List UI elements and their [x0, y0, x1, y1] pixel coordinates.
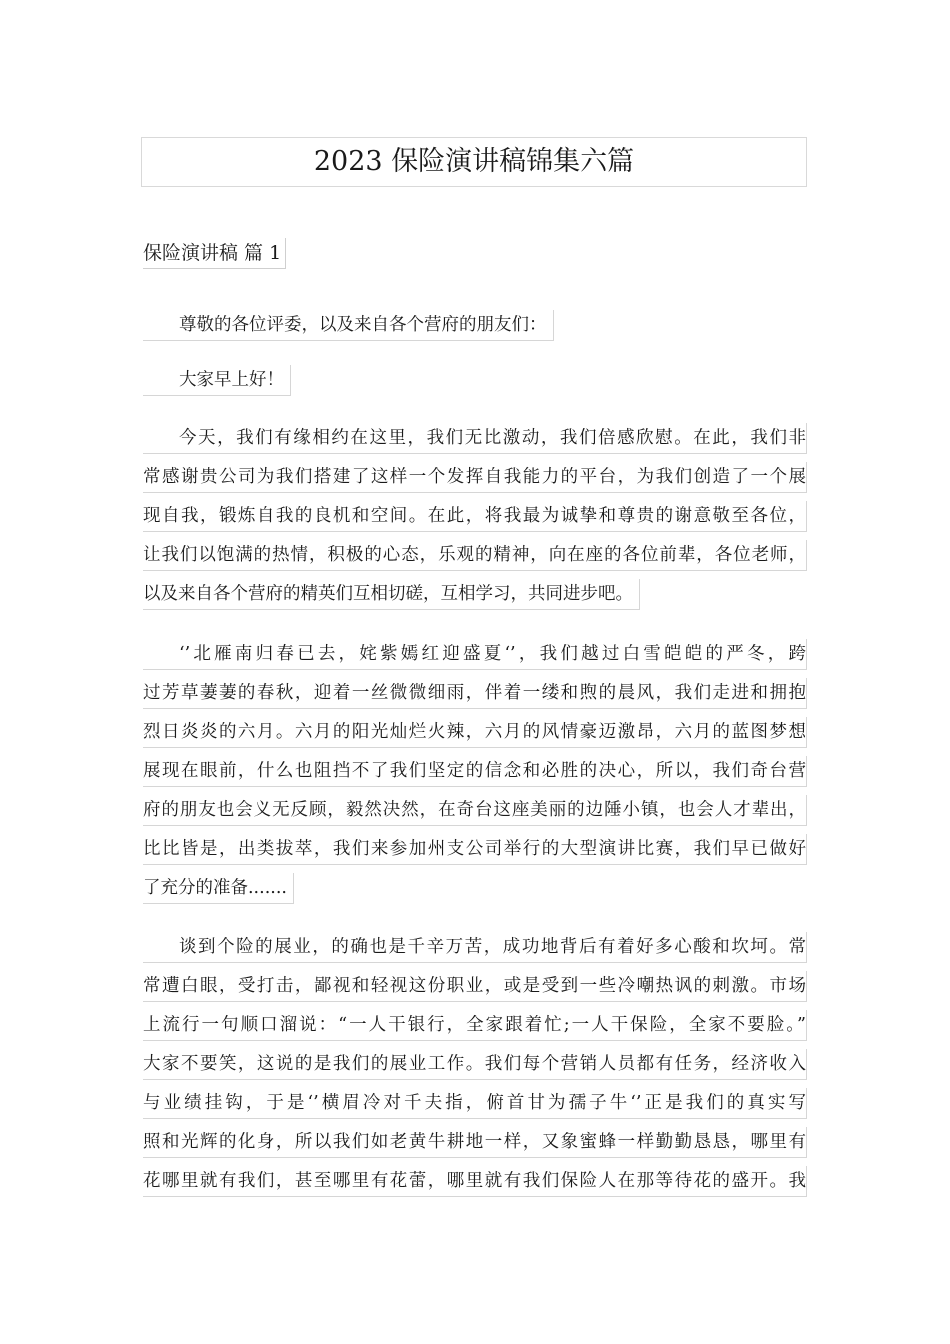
paragraph-line: 常遭白眼，受打击，鄙视和轻视这份职业，或是受到一些冷嘲热讽的刺激。市场: [143, 971, 807, 1002]
paragraph-line: 谈到个险的展业，的确也是千辛万苦，成功地背后有着好多心酸和坎坷。常: [143, 932, 807, 963]
paragraph-line: 让我们以饱满的热情，积极的心态，乐观的精神，向在座的各位前辈，各位老师，: [143, 540, 807, 571]
paragraph-line: 展现在眼前，什么也阻挡不了我们坚定的信念和必胜的决心，所以，我们奇台营: [143, 756, 807, 787]
paragraph-line: 过芳草萋萋的春秋，迎着一丝微微细雨，伴着一缕和煦的晨风，我们走进和拥抱: [143, 678, 807, 709]
paragraph-line: 府的朋友也会义无反顾，毅然决然，在奇台这座美丽的边陲小镇，也会人才辈出，: [143, 795, 807, 826]
paragraph-line: 烈日炎炎的六月。六月的阳光灿烂火辣，六月的风情豪迈激昂，六月的蓝图梦想: [143, 717, 807, 748]
paragraph-line: 照和光辉的化身，所以我们如老黄牛耕地一样，又象蜜蜂一样勤勤恳恳，哪里有: [143, 1127, 807, 1158]
paragraph-line: 大家早上好！: [143, 365, 291, 396]
paragraph-line: 现自我，锻炼自我的良机和空间。在此，将我最为诚挚和尊贵的谢意敬至各位，: [143, 501, 807, 532]
paragraph-line: 与业绩挂钩，于是‘’横眉冷对千夫指，俯首甘为孺子牛‘’正是我们的真实写: [143, 1088, 807, 1119]
paragraph-line: 今天，我们有缘相约在这里，我们无比激动，我们倍感欣慰。在此，我们非: [143, 423, 807, 454]
paragraph-line: 花哪里就有我们，甚至哪里有花蕾，哪里就有我们保险人在那等待花的盛开。我: [143, 1166, 807, 1197]
paragraph-line: 上流行一句顺口溜说：“一人干银行，全家跟着忙;一人干保险，全家不要脸。”: [143, 1010, 807, 1041]
paragraph-line: 以及来自各个营府的精英们互相切磋，互相学习，共同进步吧。: [143, 579, 640, 610]
paragraph-line: 大家不要笑，这说的是我们的展业工作。我们每个营销人员都有任务，经济收入: [143, 1049, 807, 1080]
document-title: 2023 保险演讲稿锦集六篇: [141, 137, 807, 187]
paragraph-line: ‘’北雁南归春已去，姹紫嫣红迎盛夏‘’，我们越过白雪皑皑的严冬，跨: [143, 639, 807, 670]
paragraph-line: 比比皆是，出类拔萃，我们来参加州支公司举行的大型演讲比赛，我们早已做好: [143, 834, 807, 865]
section-heading: 保险演讲稿 篇 1: [143, 238, 286, 269]
paragraph-line: 了充分的准备.......: [143, 873, 294, 904]
paragraph-line: 尊敬的各位评委，以及来自各个营府的朋友们：: [143, 310, 554, 341]
paragraph-line: 常感谢贵公司为我们搭建了这样一个发挥自我能力的平台，为我们创造了一个展: [143, 462, 807, 493]
